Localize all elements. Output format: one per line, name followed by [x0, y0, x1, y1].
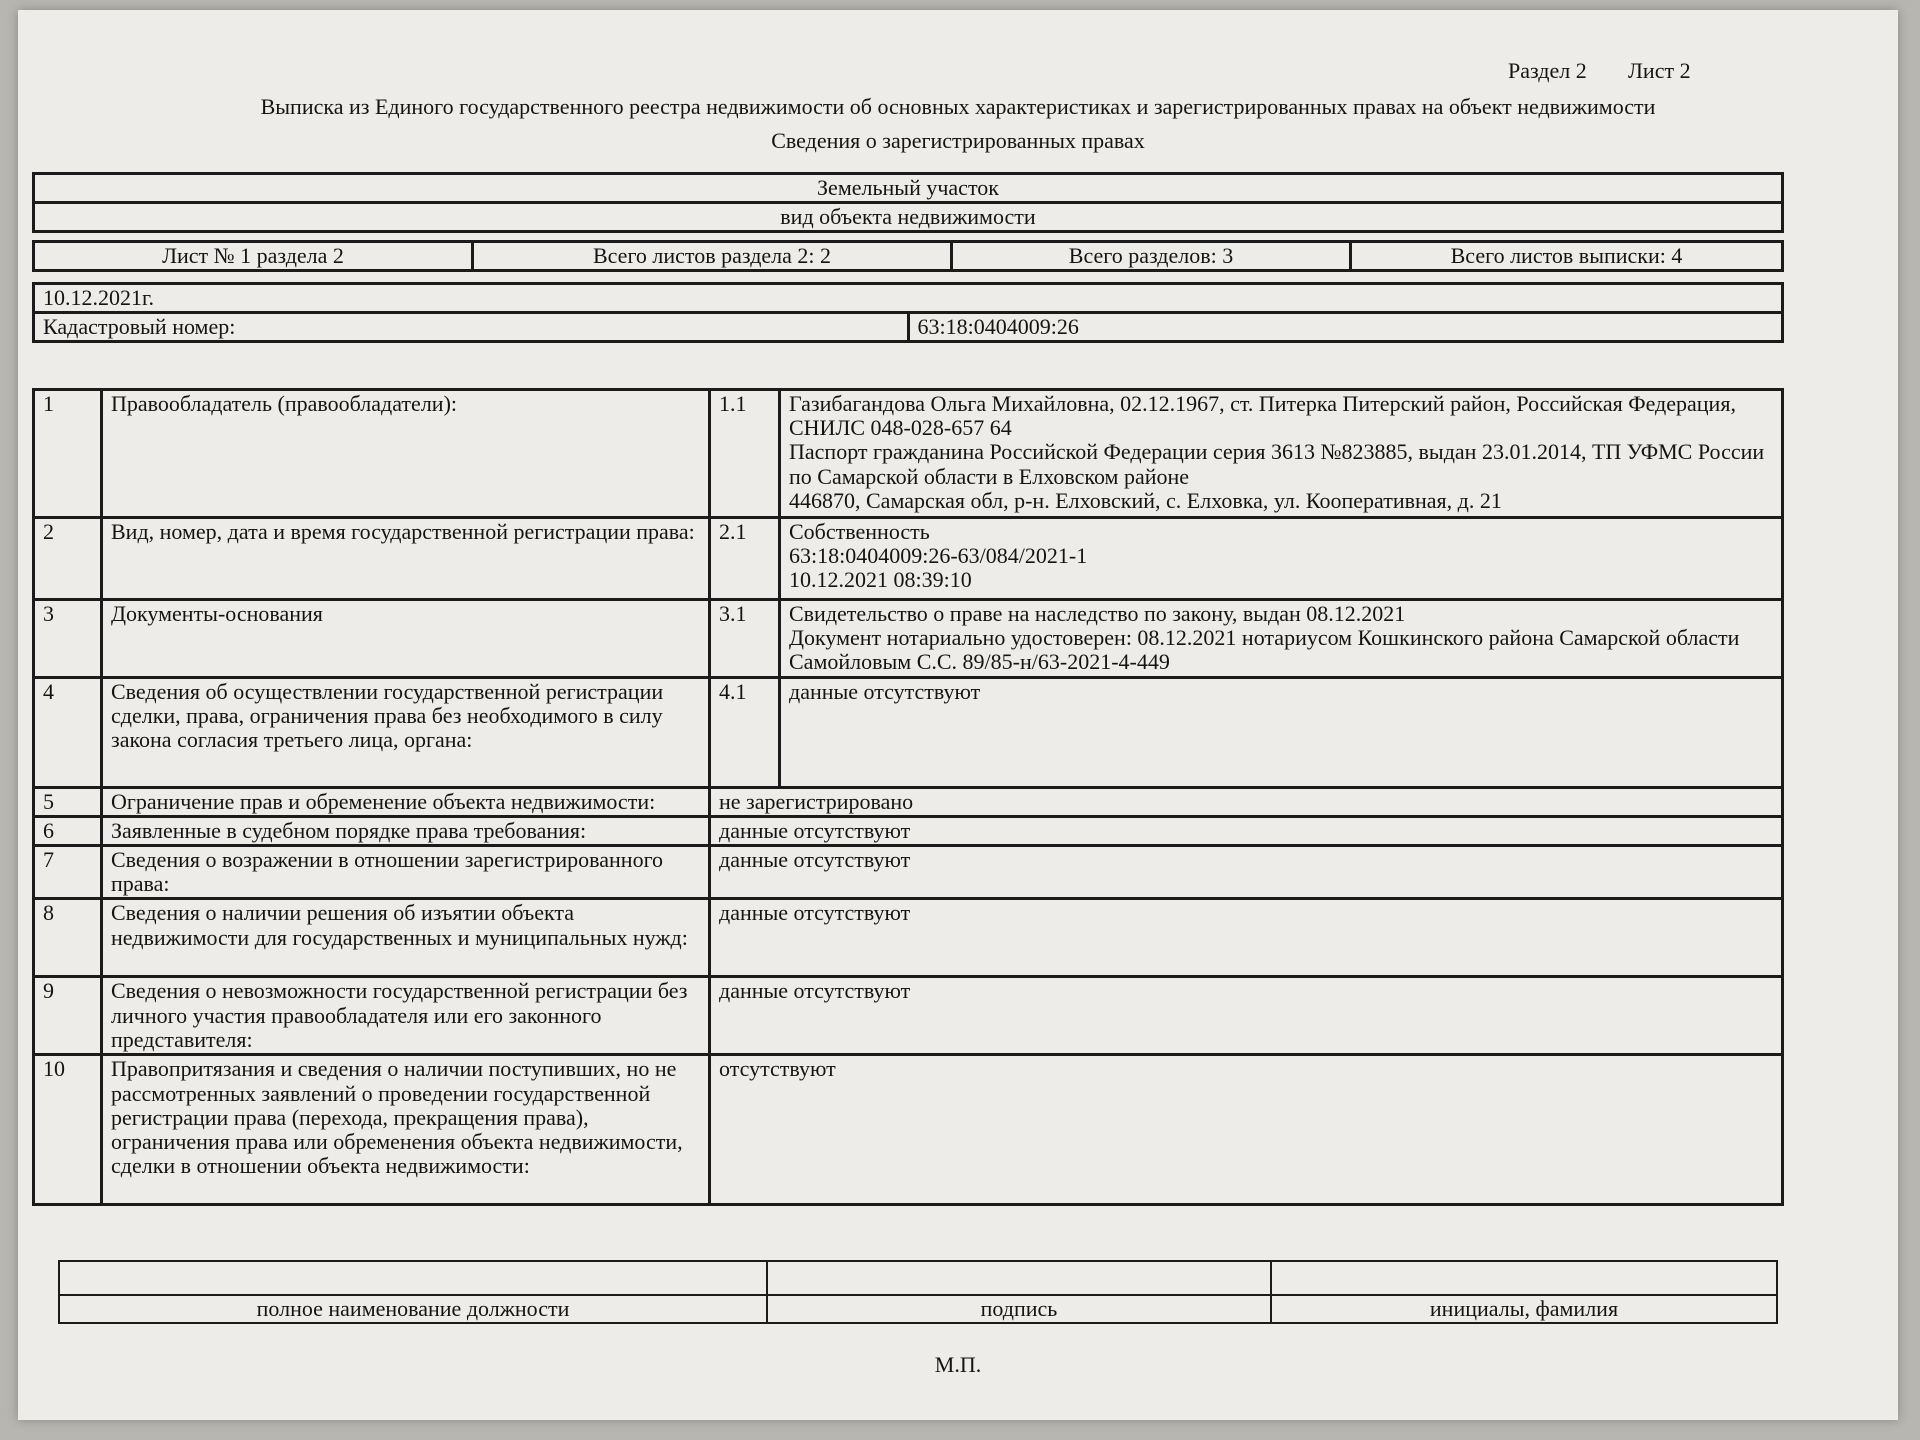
row-number: 7 [34, 845, 102, 898]
registration-number: 63:18:0404009:26-63/084/2021-1 [789, 543, 1088, 569]
row-value: данные отсутствуют [710, 816, 1783, 845]
rights-table [32, 388, 1784, 1206]
row-label: Сведения о невозможности государственной регистрации без личного участия правообладателя или его законного представителя: [102, 977, 710, 1055]
row-label: Правообладатель (правообладатели): [102, 390, 710, 518]
row-value [780, 390, 1783, 518]
signature-sign-label: подпись [767, 1295, 1271, 1323]
owner-passport: Паспорт гражданина Российской Федерации серия 3613 №823885, выдан 23.01.2014, ТП УФМС России по Самарской области в Елховском районе [789, 439, 1765, 489]
table-row [34, 677, 1783, 787]
sheet-info-total-sheets: Всего листов выписки: 4 [1351, 242, 1783, 271]
owner-address: 446870, Самарская обл, р-н. Елховский, с. Елховка, ул. Кооперативная, д. 21 [789, 487, 1502, 513]
row-label: Сведения о наличии решения об изъятии объекта недвижимости для государственных и муниципальных нужд: [102, 899, 710, 977]
extract-date: 10.12.2021г. [34, 284, 1783, 313]
table-row [34, 787, 1783, 816]
row-number: 9 [34, 977, 102, 1055]
signature-sign-field [767, 1261, 1271, 1295]
signature-table [58, 1260, 1778, 1324]
row-label: Заявленные в судебном порядке права требования: [102, 816, 710, 845]
table-row [34, 845, 1783, 898]
row-value: данные отсутствуют [710, 899, 1783, 977]
table-row [34, 518, 1783, 600]
owner-name: Газибагандова Ольга Михайловна, 02.12.1967, ст. Питерка Питерский район, Российская Федерация, СНИЛС 048-028-657 64 [789, 391, 1736, 441]
object-type-table [32, 172, 1784, 233]
sheet-info-sheet: Лист № 1 раздела 2 [34, 242, 473, 271]
row-subnumber: 2.1 [710, 518, 780, 600]
cadastral-table [32, 282, 1784, 343]
sheet-info-section-sheets: Всего листов раздела 2: 2 [473, 242, 952, 271]
table-row [34, 977, 1783, 1055]
row-number: 6 [34, 816, 102, 845]
basis-document: Свидетельство о праве на наследство по закону, выдан 08.12.2021 [789, 601, 1406, 626]
document-sheet [18, 10, 1898, 1420]
row-number: 8 [34, 899, 102, 977]
row-label: Вид, номер, дата и время государственной регистрации права: [102, 518, 710, 600]
signature-position-label: полное наименование должности [59, 1295, 767, 1323]
row-number: 10 [34, 1055, 102, 1205]
row-value [780, 600, 1783, 678]
row-label: Сведения об осуществлении государственной регистрации сделки, права, ограничения права без необходимого в силу закона согласия третьего лица, органа: [102, 677, 710, 787]
row-number: 3 [34, 600, 102, 678]
row-subnumber: 1.1 [710, 390, 780, 518]
row-subnumber: 4.1 [710, 677, 780, 787]
row-number: 1 [34, 390, 102, 518]
row-value: данные отсутствуют [780, 677, 1783, 787]
row-value: данные отсутствуют [710, 977, 1783, 1055]
stamp-place: М.П. [934, 1352, 982, 1377]
section-number: Раздел 2 [1508, 58, 1587, 83]
object-type-name: Земельный участок [34, 174, 1783, 203]
table-row [34, 816, 1783, 845]
row-number: 4 [34, 677, 102, 787]
sheet-info-table [32, 240, 1784, 272]
row-subnumber: 3.1 [710, 600, 780, 678]
object-type-caption: вид объекта недвижимости [34, 203, 1783, 232]
signature-position-field [59, 1261, 767, 1295]
row-label: Ограничение прав и обременение объекта недвижимости: [102, 787, 710, 816]
sheet-info-sections: Всего разделов: 3 [952, 242, 1351, 271]
signature-name-label: инициалы, фамилия [1271, 1295, 1777, 1323]
table-row [34, 1055, 1783, 1205]
signature-name-field [1271, 1261, 1777, 1295]
cadastral-number: 63:18:0404009:26 [908, 313, 1783, 342]
row-value [780, 518, 1783, 600]
table-row [34, 600, 1783, 678]
cadastral-label: Кадастровый номер: [34, 313, 909, 342]
right-type: Собственность [789, 519, 930, 544]
row-value: данные отсутствуют [710, 845, 1783, 898]
row-value: не зарегистрировано [710, 787, 1783, 816]
row-label: Документы-основания [102, 600, 710, 678]
table-row [34, 899, 1783, 977]
registration-datetime: 10.12.2021 08:39:10 [789, 567, 972, 593]
table-row [34, 390, 1783, 518]
document-title: Выписка из Единого государственного реестра недвижимости об основных характеристиках и зарегистрированных правах на объект недвижимости [260, 94, 1656, 119]
row-value: отсутствуют [710, 1055, 1783, 1205]
document-subtitle: Сведения о зарегистрированных правах [771, 128, 1145, 153]
row-number: 2 [34, 518, 102, 600]
row-number: 5 [34, 787, 102, 816]
row-label: Правопритязания и сведения о наличии поступивших, но не рассмотренных заявлений о проведении государственной регистрации права (перехода, прекращения права), ограничения права или обременения объекта недвижимости, сделки в отношении объекта недвижимости: [102, 1055, 710, 1205]
sheet-number: Лист 2 [1628, 58, 1691, 83]
notary-certification: Документ нотариально удостоверен: 08.12.2021 нотариусом Кошкинского района Самарской области Самойловым С.С. 89/85-н/63-2021-4-449 [789, 625, 1740, 675]
row-label: Сведения о возражении в отношении зарегистрированного права: [102, 845, 710, 898]
